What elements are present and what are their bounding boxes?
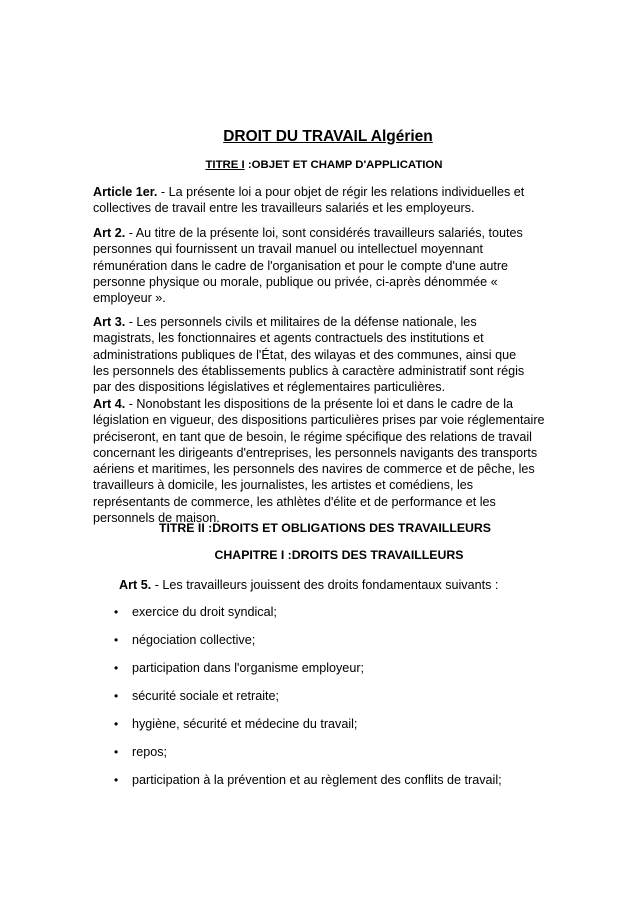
article-2 (93, 225, 553, 306)
article-3-line: par des dispositions législatives et réglementaires particulières. (93, 380, 446, 395)
article-4-line: préciseront, en tant que de besoin, le régime spécifique des relations de travail (93, 429, 532, 444)
article-3-line: - Les personnels civils et militaires de la défense nationale, les (125, 315, 477, 329)
list-item-text: sécurité sociale et retraite; (132, 689, 279, 703)
article-1-label: Article 1er. (93, 185, 158, 199)
bullet-icon: • (114, 745, 119, 759)
list-item-text: négociation collective; (132, 633, 256, 647)
article-4-line: concernant les dirigeants d'entreprises, les personnels navigants des transports (93, 445, 538, 460)
article-2-line: personnes qui fournissent un travail manuel ou intellectuel moyennant (93, 242, 483, 257)
bullet-icon: • (114, 633, 119, 647)
list-item-text: exercice du droit syndical; (132, 605, 277, 619)
bullet-icon: • (114, 689, 119, 703)
article-2-line: personne physique ou morale, publique ou privée, ci-après dénommée « (93, 274, 498, 289)
article-3-line: les personnels des établissements publics à caractère administratif sont régis (93, 363, 525, 378)
chapitre-1-heading: CHAPITRE I :DROITS DES TRAVAILLEURS (214, 548, 464, 562)
article-4-line: représentants de commerce, les athlètes d'élite et de performance et les (93, 494, 496, 509)
document-title: DROIT DU TRAVAIL Algérien (223, 128, 433, 145)
article-4-line: personnels de maison. (93, 511, 220, 526)
titre-1-text: :OBJET ET CHAMP D'APPLICATION (244, 159, 443, 171)
article-4-line: législation en vigueur, des dispositions particulières prises par voie réglementaire (93, 413, 545, 428)
article-2-line: rémunération dans le cadre de l'organisation et pour le compte d'une autre (93, 258, 509, 273)
article-5-label: Art 5. (119, 578, 152, 592)
list-item-text: hygiène, sécurité et médecine du travail; (132, 717, 358, 731)
bullet-icon: • (114, 605, 119, 619)
article-4 (93, 396, 553, 526)
article-5-text: - Les travailleurs jouissent des droits fondamentaux suivants : (151, 578, 499, 592)
article-2-label: Art 2. (93, 226, 126, 240)
list-item-text: participation à la prévention et au règlement des conflits de travail; (132, 773, 502, 787)
article-3-line: magistrats, les fonctionnaires et agents contractuels des institutions et (93, 331, 484, 346)
article-3-line: administrations publiques de l'État, des wilayas et des communes, ainsi que (93, 347, 517, 362)
titre-2-heading: TITRE II :DROITS ET OBLIGATIONS DES TRAVAILLEURS (158, 521, 491, 535)
titre-1-heading (0, 158, 638, 172)
article-4-line: aériens et maritimes, les personnels des navires de commerce et de pêche, les (93, 462, 535, 477)
article-1 (93, 184, 553, 217)
article-1-line: collectives de travail entre les travailleurs salariés et les employeurs. (93, 201, 475, 216)
article-2-line: - Au titre de la présente loi, sont considérés travailleurs salariés, toutes (125, 226, 523, 240)
list-item-text: repos; (132, 745, 168, 759)
article-4-line: travailleurs à domicile, les journalistes, les artistes et comédiens, les (93, 478, 474, 493)
article-4-label: Art 4. (93, 397, 126, 411)
bullet-icon: • (114, 717, 119, 731)
bullet-icon: • (114, 773, 119, 787)
article-2-line: employeur ». (93, 291, 166, 306)
bullet-icon: • (114, 661, 119, 675)
article-1-line: - La présente loi a pour objet de régir les relations individuelles et (157, 185, 525, 199)
article-3 (93, 314, 553, 395)
list-item-text: participation dans l'organisme employeur; (132, 661, 365, 675)
article-3-label: Art 3. (93, 315, 126, 329)
article-4-line: - Nonobstant les dispositions de la présente loi et dans le cadre de la (125, 397, 514, 411)
titre-1-label: TITRE I (205, 159, 245, 171)
article-5 (119, 577, 559, 593)
